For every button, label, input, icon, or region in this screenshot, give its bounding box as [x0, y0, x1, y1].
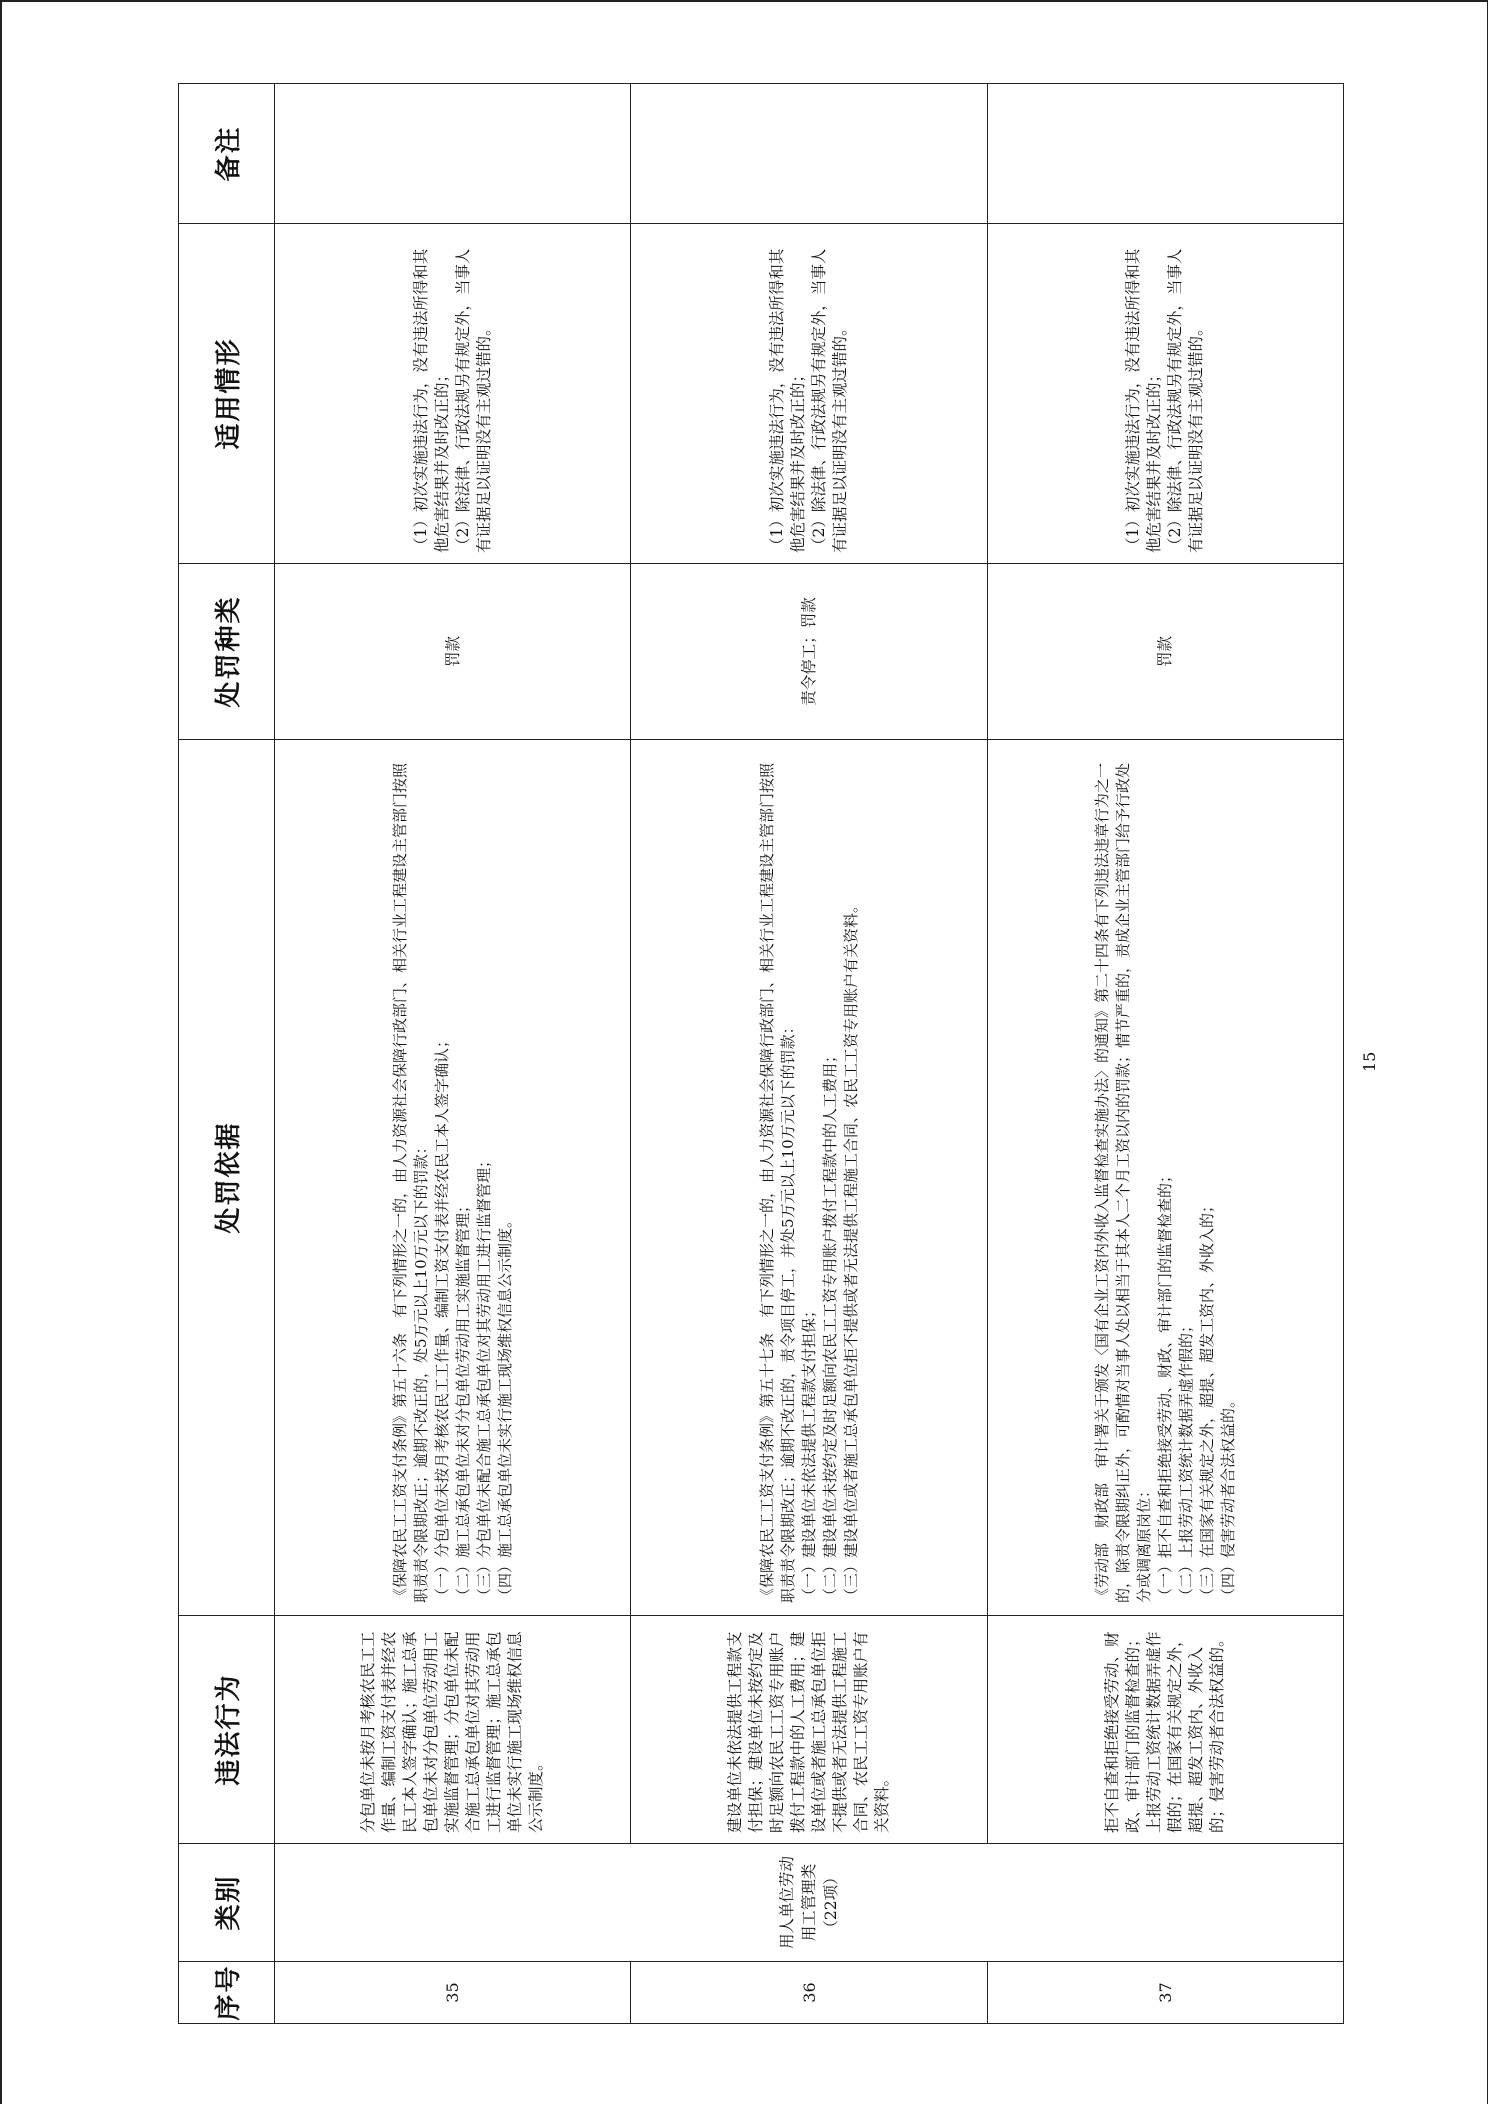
basis-line: （一）分包单位未按月考核农民工工作量、编制工资支付表并经农民工本人签字确认； [432, 1032, 451, 1603]
penalty-type-cell [987, 564, 1343, 740]
applicable-cell [275, 224, 631, 564]
basis-cell [631, 740, 987, 1616]
applicable-cell [987, 224, 1343, 564]
penalty-type-cell [275, 564, 631, 740]
applicable-line: （2）除法律、行政法规另有规定外，当事人有证据足以证明没有主观过错的。 [453, 248, 493, 553]
page-number: 15 [1360, 1051, 1379, 1072]
table-row [631, 84, 987, 2024]
violation-text: 建设单位未依法提供工程款支付担保；建设单位未按约定及时足额向农民工工资专用账户拨付工程款中的人工费用；建设单位或者施工总承包单位拒不提供或者无法提供工程施工合同、农民工工资专用账户有关资料。 [726, 1631, 892, 1833]
category-label: 用人单位劳动用工管理类（22项） [778, 1856, 841, 1950]
basis-line: （二）上报劳动工资统计数据弄虚作假的； [1176, 1317, 1195, 1603]
violation-text: 分包单位未按月考核农民工工作量、编制工资支付表并经农民工本人签字确认；施工总承包单位未对分包单位劳动用工实施监督管理；分包单位未配合施工总承包单位对其劳动用工进行监督管理；施工总承包单位未实行施工现场维权信息公示制度。 [359, 1631, 546, 1833]
header-violation: 违法行为 [179, 1616, 275, 1844]
basis-line: （二）建设单位未按约定及时足额向农民工工资专用账户拨付工程款中的人工费用； [820, 1047, 839, 1603]
header-category: 类别 [179, 1844, 275, 1962]
penalty-table [178, 83, 1344, 2024]
category-cell [275, 1844, 1344, 1962]
table-row [275, 84, 631, 2024]
basis-line: 《保障农民工工资支付条例》第五十七条 有下列情形之一的，由人力资源社会保障行政部门、相关行业工程建设主管部门按照职责责令限期改正；逾期不改正的，责令项目停工，并处5万元以上10万元以下的罚款： [757, 762, 797, 1603]
header-penalty-type: 处罚种类 [179, 564, 275, 740]
violation-cell [275, 1616, 631, 1844]
penalty-type: 罚款 [443, 636, 462, 668]
page-top-border [0, 0, 1488, 2]
applicable-cell [631, 224, 987, 564]
basis-line: （二）施工总承包单位未对分包单位劳动用工实施监督管理； [453, 1197, 472, 1603]
basis-line: 《保障农民工工资支付条例》第五十六条 有下列情形之一的，由人力资源社会保障行政部门、相关行业工程建设主管部门按照职责责令限期改正；逾期不改正的，处5万元以上10万元以下的罚款： [390, 762, 430, 1603]
header-applicable: 适用情形 [179, 224, 275, 564]
serial-number: 36 [631, 1962, 987, 2024]
penalty-type: 责令停工；罚款 [800, 597, 819, 706]
basis-line: （四）侵害劳动者合法权益的。 [1218, 1392, 1237, 1603]
applicable-line: （1）初次实施违法行为，没有违法所得和其他危害结果并及时改正的； [1124, 248, 1164, 553]
header-serial: 序号 [179, 1962, 275, 2024]
basis-line: （一）拒不自查和拒绝接受劳动、财政、审计部门的监督检查的； [1155, 1167, 1174, 1603]
header-basis: 处罚依据 [179, 740, 275, 1616]
applicable-line: （2）除法律、行政法规另有规定外，当事人有证据足以证明没有主观过错的。 [1166, 248, 1206, 553]
remark-cell [987, 84, 1343, 224]
serial-number: 35 [275, 1962, 631, 2024]
basis-cell [987, 740, 1343, 1616]
table-header-row [179, 84, 275, 2024]
serial-number: 37 [987, 1962, 1343, 2024]
basis-line: （三）在国家有关规定之外，超提、超发工资内、外收入的； [1197, 1197, 1216, 1603]
violation-cell [631, 1616, 987, 1844]
violation-cell [987, 1616, 1343, 1844]
remark-cell [275, 84, 631, 224]
basis-line: （三）建设单位或者施工总承包单位拒不提供或者无法提供工程施工合同、农民工工资专用账户有关资料。 [841, 897, 860, 1603]
remark-cell [631, 84, 987, 224]
table-row [987, 84, 1343, 2024]
applicable-line: （1）初次实施违法行为，没有违法所得和其他危害结果并及时改正的； [411, 248, 451, 553]
header-remark: 备注 [179, 84, 275, 224]
basis-line: 《劳动部 财政部 审计署关于颁发〈国有企业工资内外收入监督检查实施办法〉的通知》第二十四条有下列违法违章行为之一的，除责令限期纠正外，可酌情对当事人处以相当于其本人二个月工资以内的罚款；情节严重的，责成企业主管部门给予行政处分或调离原岗位： [1092, 762, 1153, 1603]
basis-line: （一）建设单位未依法提供工程款支付担保； [799, 1302, 818, 1603]
applicable-line: （2）除法律、行政法规另有规定外，当事人有证据足以证明没有主观过错的。 [810, 248, 850, 553]
page-left-border [0, 0, 2, 2104]
penalty-type-cell [631, 564, 987, 740]
rotated-page [178, 84, 1344, 2024]
violation-text: 拒不自查和拒绝接受劳动、财政、审计部门的监督检查的；上报劳动工资统计数据弄虚作假的；在国家有关规定之外，超提、超发工资内、外收入的；侵害劳动者合法权益的。 [1103, 1631, 1227, 1833]
basis-line: （三）分包单位未配合施工总承包单位对其劳动用工进行监督管理； [474, 1152, 493, 1603]
basis-cell [275, 740, 631, 1616]
applicable-line: （1）初次实施违法行为，没有违法所得和其他危害结果并及时改正的； [768, 248, 808, 553]
basis-line: （四）施工总承包单位未实行施工现场维权信息公示制度。 [495, 1212, 514, 1603]
penalty-type: 罚款 [1156, 636, 1175, 668]
